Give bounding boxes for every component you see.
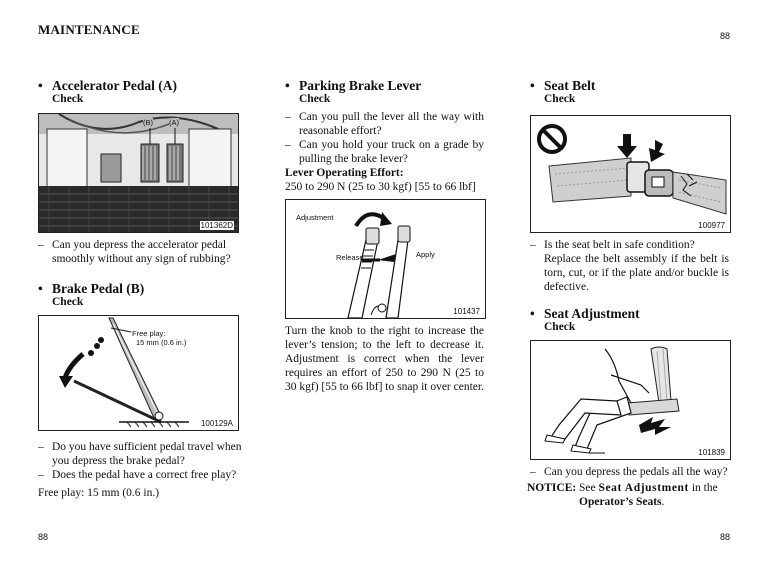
notice-text: [579, 481, 732, 509]
page-number-top: 88: [720, 31, 731, 41]
accelerator-heading: [38, 78, 177, 94]
dash-glyph: –: [38, 239, 44, 251]
figure-code: 101362D: [200, 221, 233, 230]
page-number-bottom-right: 88: [720, 532, 731, 542]
seat-belt-replace-note: Replace the belt assembly if the belt is torn, cut, or if the plate and/or buckle is defective.: [544, 253, 729, 293]
dash-glyph: –: [530, 466, 536, 478]
brake-title: Brake Pedal (B): [52, 281, 145, 296]
item-text: Can you hold your truck on a grade by pulling the brake lever?: [299, 139, 484, 165]
item-text: Can you depress the pedals all the way?: [544, 466, 728, 478]
dash-glyph: –: [285, 139, 291, 151]
adjustment-label: Adjustment: [296, 213, 334, 222]
accelerator-checklist: [38, 238, 238, 266]
bullet-glyph: •: [38, 281, 43, 296]
item-text: Can you depress the accelerator pedal smoothly without any sign of rubbing?: [52, 239, 231, 265]
parking-brake-heading: [285, 78, 421, 94]
seat-adjustment-checklist: [530, 465, 730, 479]
seat-belt-check-label: Check: [544, 93, 576, 105]
accelerator-pedal-illustration: [39, 114, 238, 232]
notice-in-the: in the: [691, 482, 718, 494]
dash-glyph: –: [285, 111, 291, 123]
apply-label: Apply: [416, 250, 435, 259]
seat-belt-title: Seat Belt: [544, 78, 596, 93]
label-a: (A): [169, 118, 179, 127]
accelerator-check-label: Check: [52, 93, 84, 105]
free-play-label: Free play:: [132, 329, 166, 338]
parking-brake-figure: [285, 199, 486, 319]
checklist-item: [530, 465, 730, 479]
section-title: MAINTENANCE: [38, 22, 140, 37]
notice-period: .: [661, 496, 665, 508]
seat-adjustment-figure: [530, 340, 731, 460]
seat-belt-illustration: [531, 116, 730, 232]
seat-adjustment-title: Seat Adjustment: [544, 306, 640, 321]
figure-code: 101437: [453, 307, 480, 316]
checklist-item: [38, 468, 243, 482]
notice-line: [527, 481, 732, 509]
brake-heading: [38, 281, 144, 297]
parking-brake-title: Parking Brake Lever: [299, 78, 422, 93]
accelerator-pedal-figure: [38, 113, 239, 233]
notice-reference: Seat Adjustment: [598, 482, 689, 494]
checklist-item: [285, 138, 484, 166]
effort-heading: Lever Operating Effort:: [285, 167, 404, 179]
parking-brake-instructions: Turn the knob to the right to increase the lever’s tension; to the left to decrease it. Adjustment is correct when the lever requires an effort of 250 to 290 N (25 to 30 kgf) [55 to 66 lbf] to snap it over center.: [285, 325, 484, 393]
dash-glyph: –: [530, 239, 536, 251]
effort-value: 250 to 290 N (25 to 30 kgf) [55 to 66 lbf]: [285, 181, 476, 193]
label-b: (B): [143, 118, 153, 127]
brake-checklist: [38, 440, 243, 500]
dash-glyph: –: [38, 441, 44, 453]
dash-glyph: –: [38, 469, 44, 481]
checklist-item: [38, 440, 243, 468]
parking-brake-checklist: [285, 110, 484, 194]
seat-belt-figure: [530, 115, 731, 233]
brake-check-label: Check: [52, 296, 84, 308]
figure-code: 101839: [698, 448, 725, 457]
item-text: Does the pedal have a correct free play?: [52, 469, 237, 481]
bullet-glyph: •: [530, 78, 535, 93]
seat-belt-heading: [530, 78, 595, 94]
checklist-item: [285, 110, 484, 138]
notice-reference-2: Operator’s Seats: [579, 496, 662, 508]
seat-adjustment-check-label: Check: [544, 321, 576, 333]
figure-code: 100977: [698, 221, 725, 230]
bullet-glyph: •: [530, 306, 535, 321]
checklist-item: [38, 238, 238, 266]
seat-belt-checklist: [530, 238, 729, 294]
bullet-glyph: •: [38, 78, 43, 93]
figure-code: 100129A: [200, 419, 233, 428]
checklist-item: [530, 238, 729, 252]
item-text: Can you pull the lever all the way with reasonable effort?: [299, 111, 484, 137]
free-play-note: Free play: 15 mm (0.6 in.): [38, 487, 160, 499]
parking-brake-check-label: Check: [299, 93, 331, 105]
release-label: Release: [336, 253, 364, 262]
notice-label: NOTICE:: [527, 482, 577, 494]
seat-adjustment-illustration: [531, 341, 730, 459]
brake-pedal-figure: [38, 315, 239, 431]
page-number-bottom-left: 88: [38, 532, 49, 542]
bullet-glyph: •: [285, 78, 290, 93]
notice-see: See: [579, 482, 596, 494]
notice-block: [527, 481, 732, 509]
item-text: Is the seat belt in safe condition?: [544, 239, 695, 251]
seat-adjustment-heading: [530, 306, 640, 322]
accelerator-title: Accelerator Pedal (A): [52, 78, 177, 93]
free-play-value: 15 mm (0.6 in.): [136, 338, 187, 347]
item-text: Do you have sufficient pedal travel when you depress the brake pedal?: [52, 441, 242, 467]
